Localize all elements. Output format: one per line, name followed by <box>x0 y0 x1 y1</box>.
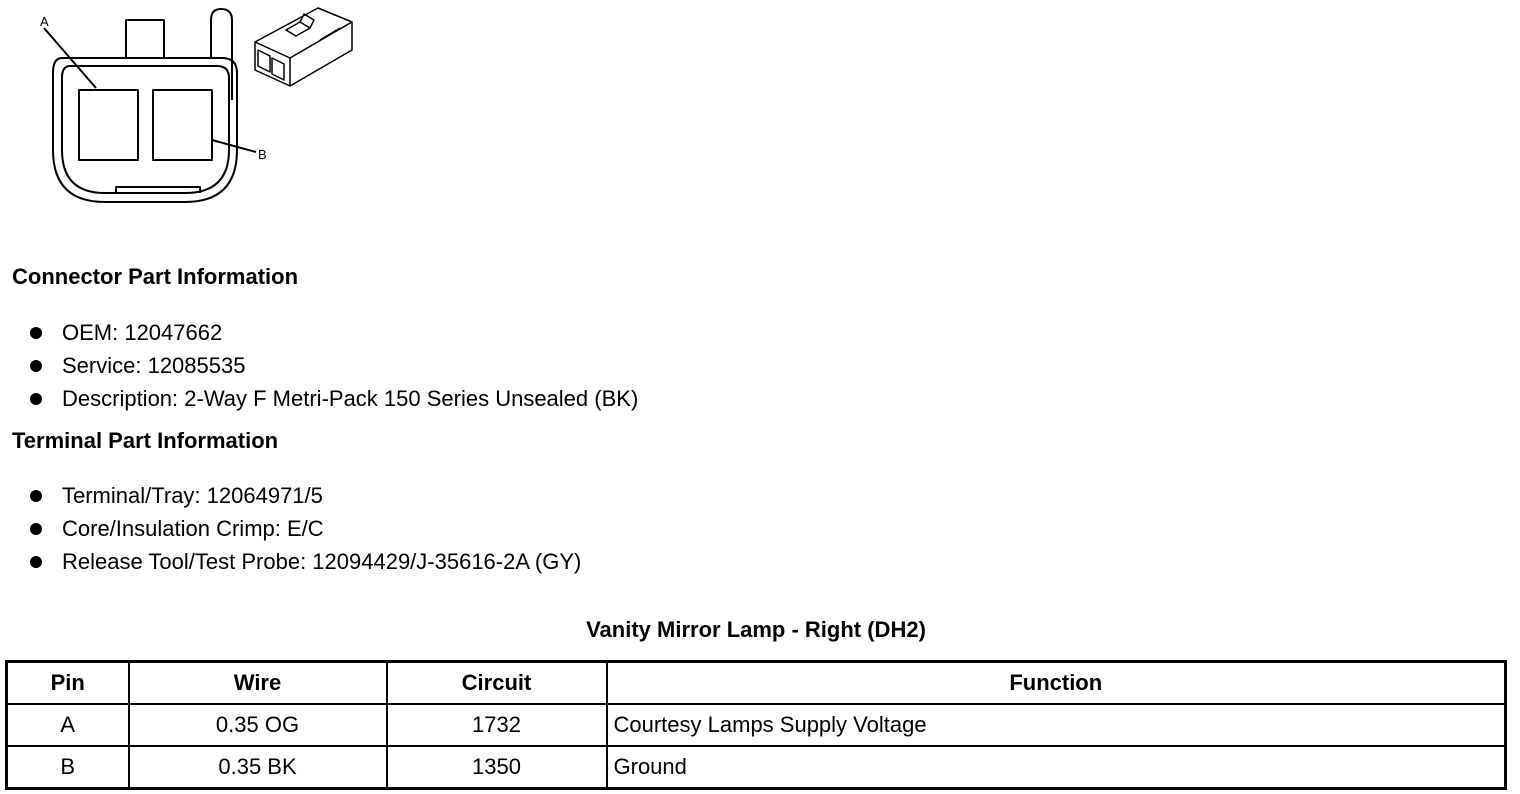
column-header-function: Function <box>607 662 1506 705</box>
cell-function: Ground <box>607 746 1506 789</box>
cell-pin: B <box>7 746 129 789</box>
list-item: Core/Insulation Crimp: E/C <box>28 512 581 545</box>
connector-3d-view <box>255 8 352 86</box>
table-title: Vanity Mirror Lamp - Right (DH2) <box>586 617 926 642</box>
bullet-icon <box>30 327 42 339</box>
bullet-icon <box>30 490 42 502</box>
list-item: Service: 12085535 <box>28 349 638 382</box>
list-item: Description: 2-Way F Metri-Pack 150 Series Unsealed (BK) <box>28 382 638 415</box>
connector-diagram <box>0 0 370 215</box>
column-header-wire: Wire <box>129 662 387 705</box>
bullet-icon <box>30 360 42 372</box>
pinout-table <box>5 660 1507 790</box>
cell-function: Courtesy Lamps Supply Voltage <box>607 704 1506 746</box>
terminal-part-heading: Terminal Part Information <box>12 428 279 453</box>
cell-pin: A <box>7 704 129 746</box>
table-row <box>7 704 1506 746</box>
cell-circuit: 1350 <box>387 746 607 789</box>
list-item: Terminal/Tray: 12064971/5 <box>28 479 581 512</box>
list-item: Release Tool/Test Probe: 12094429/J-35616-2A (GY) <box>28 545 581 578</box>
cell-circuit: 1732 <box>387 704 607 746</box>
terminal-part-list <box>28 479 581 578</box>
table-header-row <box>7 662 1506 705</box>
bullet-icon <box>30 523 42 535</box>
table-row <box>7 746 1506 789</box>
bullet-icon <box>30 393 42 405</box>
bullet-icon <box>30 556 42 568</box>
pin-label-b: B <box>258 147 267 162</box>
connector-part-heading: Connector Part Information <box>12 264 299 289</box>
column-header-pin: Pin <box>7 662 129 705</box>
column-header-circuit: Circuit <box>387 662 607 705</box>
list-item: OEM: 12047662 <box>28 316 638 349</box>
pin-label-a: A <box>40 14 49 29</box>
cell-wire: 0.35 OG <box>129 704 387 746</box>
connector-part-list <box>28 316 638 415</box>
cell-wire: 0.35 BK <box>129 746 387 789</box>
